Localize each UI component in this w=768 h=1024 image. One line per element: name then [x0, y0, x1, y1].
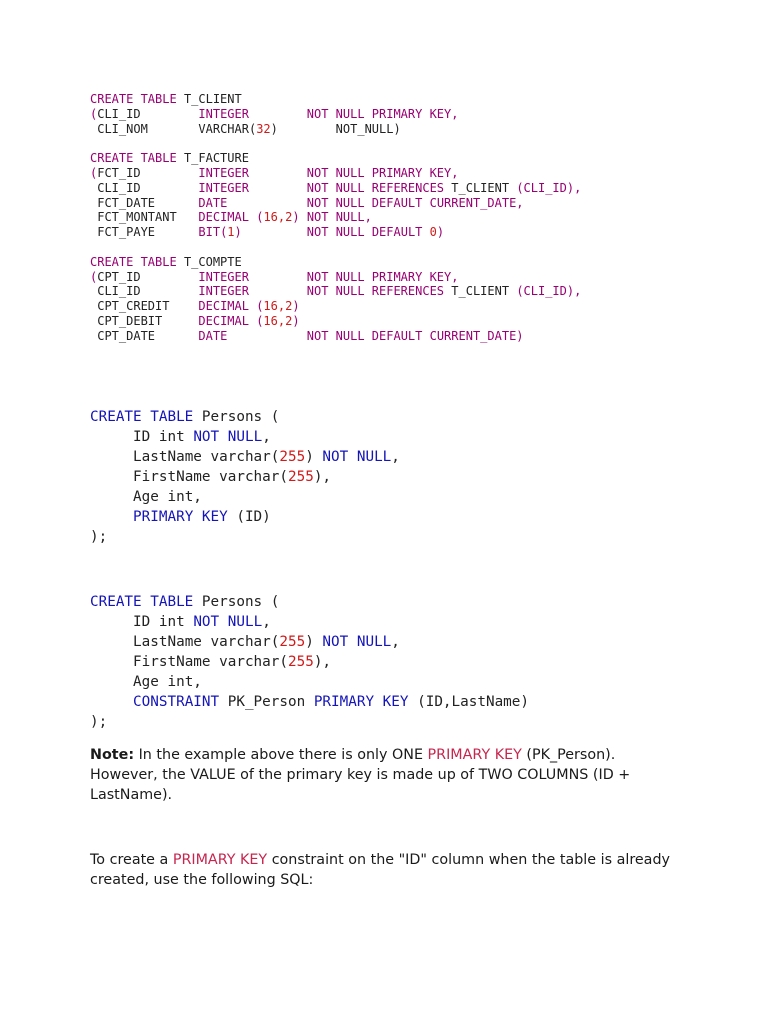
- column-type: DECIMAL (: [198, 313, 264, 328]
- column-def: FirstName varchar(: [133, 654, 288, 670]
- paren: ): [234, 225, 242, 240]
- code-line: [90, 612, 529, 632]
- primary-key-text: PRIMARY KEY: [427, 747, 522, 763]
- not-null-keyword: NOT NULL: [193, 614, 263, 630]
- code-line: [90, 467, 400, 487]
- column-def: ID int: [133, 614, 194, 630]
- column-constraint: NOT NULL DEFAULT CURRENT_DATE,: [306, 195, 524, 210]
- code-line: [90, 314, 581, 329]
- code-line: [90, 270, 581, 285]
- code-line: [90, 122, 581, 137]
- code-line: [90, 632, 529, 652]
- column-type: INTEGER: [198, 269, 249, 284]
- column-type: DATE: [198, 328, 228, 343]
- column-type: VARCHAR(: [198, 121, 257, 136]
- code-line: [90, 407, 400, 427]
- code-line: [90, 712, 529, 732]
- code-line: [90, 210, 581, 225]
- table-name: T_COMPTE: [183, 254, 242, 269]
- table-name: Persons (: [201, 594, 280, 610]
- comma: ,: [391, 449, 400, 465]
- column-name: CPT_CREDIT: [97, 299, 170, 314]
- column-type: DATE: [198, 195, 228, 210]
- paren: (: [90, 165, 98, 180]
- code-line-blank: [90, 240, 581, 255]
- intro-paragraph: [90, 850, 670, 890]
- column-type: INTEGER: [198, 284, 249, 299]
- code-line: [90, 672, 529, 692]
- primary-key-text: PRIMARY KEY: [172, 852, 268, 868]
- column-name: FCT_DATE: [97, 195, 156, 210]
- ref-column: (CLI_ID),: [516, 284, 582, 299]
- number: 16,2: [263, 313, 293, 328]
- paren: ): [436, 225, 445, 240]
- create-keyword: CREATE TABLE: [90, 151, 177, 166]
- paren: ),: [313, 654, 332, 670]
- paren: (: [90, 106, 98, 121]
- not-null-keyword: NOT NULL: [193, 429, 263, 445]
- column-name: CLI_NOM: [97, 121, 148, 136]
- code-line: [90, 284, 581, 299]
- code-line: [90, 107, 581, 122]
- number: 0: [429, 225, 437, 240]
- table-name: T_CLIENT: [183, 92, 242, 106]
- code-line: [90, 255, 581, 270]
- column-name: FCT_MONTANT: [97, 210, 177, 225]
- comma: ,: [262, 429, 271, 445]
- code-line: [90, 592, 529, 612]
- table-name: T_FACTURE: [183, 151, 249, 166]
- pk-columns: (ID,LastName): [408, 694, 530, 710]
- statement-end: );: [90, 714, 108, 730]
- column-def: LastName varchar(: [133, 449, 280, 465]
- column-type: BIT(: [198, 225, 228, 240]
- column-type: DECIMAL (: [198, 210, 264, 225]
- create-keyword: CREATE TABLE: [90, 409, 194, 425]
- column-name: CPT_DATE: [97, 328, 156, 343]
- column-name: FCT_ID: [97, 165, 141, 180]
- number: 255: [279, 634, 306, 650]
- constraint-name: PK_Person: [219, 694, 314, 710]
- comma: ,: [262, 614, 271, 630]
- statement-end: );: [90, 529, 108, 545]
- code-line: [90, 151, 581, 166]
- paren: ),: [313, 469, 332, 485]
- code-line: [90, 487, 400, 507]
- paren: (: [90, 269, 98, 284]
- column-constraint: NOT NULL PRIMARY KEY,: [306, 269, 459, 284]
- paragraph-text: To create a: [90, 852, 173, 868]
- column-constraint: NOT_NULL): [335, 121, 401, 136]
- column-name: CPT_DEBIT: [97, 313, 163, 328]
- constraint-keyword: CONSTRAINT: [133, 694, 220, 710]
- number: 255: [279, 449, 306, 465]
- column-type: DECIMAL (: [198, 299, 264, 314]
- column-type: INTEGER: [198, 165, 249, 180]
- number: 255: [287, 654, 314, 670]
- paren: ): [305, 634, 323, 650]
- code-line: [90, 427, 400, 447]
- note-paragraph: [90, 745, 670, 805]
- number: 1: [227, 225, 235, 240]
- code-line-blank: [90, 136, 581, 151]
- column-name: CLI_ID: [97, 284, 141, 299]
- primary-key-keyword: PRIMARY KEY: [133, 509, 228, 525]
- column-def: Age int,: [133, 674, 202, 690]
- number: 255: [287, 469, 314, 485]
- create-keyword: CREATE TABLE: [90, 254, 177, 269]
- not-null-keyword: NOT NULL: [322, 449, 392, 465]
- number: 16,2: [263, 299, 293, 314]
- paren: ): [270, 121, 278, 136]
- code-line: [90, 652, 529, 672]
- column-def: FirstName varchar(: [133, 469, 288, 485]
- column-constraint: NOT NULL DEFAULT CURRENT_DATE): [306, 328, 524, 343]
- column-def: LastName varchar(: [133, 634, 280, 650]
- paren: ): [292, 210, 300, 225]
- code-line: [90, 692, 529, 712]
- code-line: [90, 225, 581, 240]
- column-name: CLI_ID: [97, 106, 141, 121]
- comma: ,: [391, 634, 400, 650]
- code-line: [90, 299, 581, 314]
- column-constraint: NOT NULL REFERENCES: [306, 180, 445, 195]
- paragraph-text: constraint on the "ID" column when the table is already created, use the following SQL:: [90, 852, 670, 888]
- column-constraint: NOT NULL DEFAULT: [306, 225, 423, 240]
- pk-columns: (ID): [227, 509, 271, 525]
- code-line: [90, 507, 400, 527]
- code-line: [90, 527, 400, 547]
- create-keyword: CREATE TABLE: [90, 92, 177, 106]
- column-def: Age int,: [133, 489, 202, 505]
- column-name: FCT_PAYE: [97, 225, 156, 240]
- ref-column: (CLI_ID),: [516, 180, 582, 195]
- code-line: [90, 166, 581, 181]
- table-name: Persons (: [201, 409, 280, 425]
- code-line: [90, 329, 581, 344]
- sql-block-persons-constraint: [90, 592, 529, 732]
- column-name: CPT_ID: [97, 269, 141, 284]
- code-line: [90, 447, 400, 467]
- column-constraint: NOT NULL,: [306, 210, 372, 225]
- column-name: CLI_ID: [97, 180, 141, 195]
- code-line: [90, 92, 581, 107]
- paren: ): [292, 299, 300, 314]
- code-line: [90, 181, 581, 196]
- column-type: INTEGER: [198, 180, 249, 195]
- note-label: Note:: [90, 747, 135, 763]
- paren: ): [292, 313, 300, 328]
- ref-table: T_CLIENT: [451, 284, 510, 299]
- sql-block-persons: [90, 407, 400, 547]
- column-constraint: NOT NULL PRIMARY KEY,: [306, 165, 459, 180]
- sql-block-tables: [90, 92, 581, 344]
- note-text: In the example above there is only ONE: [134, 747, 428, 763]
- create-keyword: CREATE TABLE: [90, 594, 194, 610]
- column-type: INTEGER: [198, 106, 249, 121]
- column-constraint: NOT NULL REFERENCES: [306, 284, 445, 299]
- column-constraint: NOT NULL PRIMARY KEY,: [306, 106, 459, 121]
- ref-table: T_CLIENT: [451, 180, 510, 195]
- not-null-keyword: NOT NULL: [322, 634, 392, 650]
- code-line: [90, 196, 581, 211]
- note-text: (PK_Person). However, the VALUE of the primary key is made up of TWO COLUMNS (ID + LastName).: [90, 747, 631, 803]
- column-def: ID int: [133, 429, 194, 445]
- number: 32: [256, 121, 271, 136]
- number: 16,2: [263, 210, 293, 225]
- primary-key-keyword: PRIMARY KEY: [313, 694, 409, 710]
- paren: ): [305, 449, 323, 465]
